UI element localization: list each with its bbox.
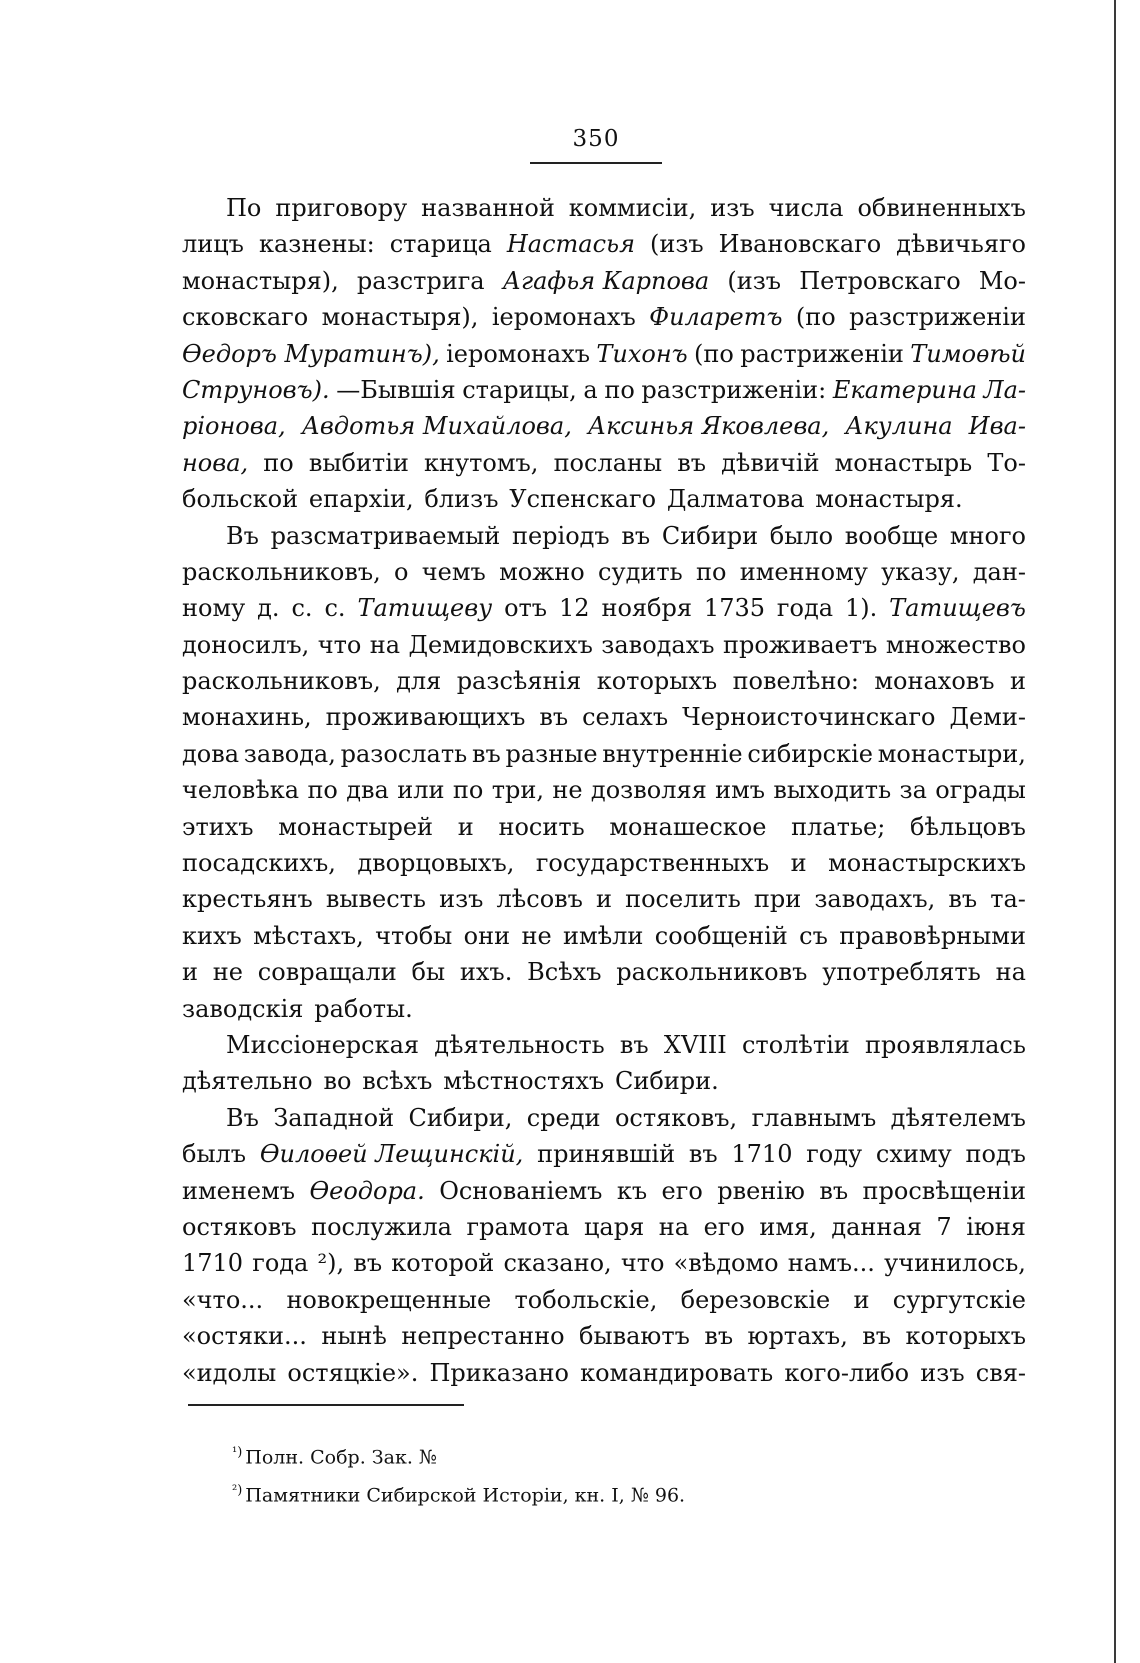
body-word: судить bbox=[598, 557, 683, 586]
body-word: дан- bbox=[972, 557, 1026, 586]
body-word: совращали bbox=[257, 958, 397, 987]
body-word: монастыря), bbox=[182, 266, 339, 295]
body-word: дѣятельно bbox=[182, 1067, 313, 1096]
body-word: что bbox=[620, 1249, 665, 1278]
body-word: 1710 bbox=[182, 1249, 244, 1278]
body-word: въ bbox=[819, 1176, 849, 1205]
body-word: разстриженіи bbox=[849, 303, 1026, 332]
body-word: заводахъ bbox=[601, 630, 715, 659]
text-line bbox=[182, 1136, 1026, 1172]
body-word: много bbox=[949, 521, 1026, 550]
body-word: рвенію bbox=[717, 1176, 805, 1205]
body-word: году bbox=[806, 1140, 863, 1169]
body-word: монастырскихъ bbox=[828, 849, 1026, 878]
body-word: сургутскіе bbox=[892, 1285, 1026, 1314]
body-word: и bbox=[853, 1285, 870, 1314]
body-word: остяковъ, bbox=[614, 1103, 738, 1132]
body-word: дѣятельность bbox=[434, 1030, 605, 1059]
body-word: имъ bbox=[715, 776, 766, 805]
body-word: дѣятелемъ bbox=[890, 1103, 1026, 1132]
italic-name-text: Струновъ). bbox=[182, 375, 330, 404]
body-word: лицъ bbox=[182, 230, 244, 259]
body-word: посадскихъ, bbox=[182, 849, 336, 878]
body-word: То- bbox=[987, 448, 1026, 477]
body-word: въ bbox=[677, 448, 707, 477]
body-word: года bbox=[776, 594, 834, 623]
body-word: въ bbox=[539, 703, 569, 732]
body-word: Въ bbox=[226, 1103, 259, 1132]
body-word: а bbox=[583, 375, 598, 404]
body-text bbox=[182, 190, 1026, 1391]
text-line bbox=[182, 1027, 1026, 1063]
body-word: не bbox=[521, 921, 552, 950]
body-word: с. bbox=[291, 594, 313, 623]
body-word: с. bbox=[324, 594, 346, 623]
body-word: Далматова bbox=[666, 485, 805, 514]
body-word: дѣвичьяго bbox=[896, 230, 1026, 259]
text-line bbox=[182, 445, 1026, 481]
body-word: Деми- bbox=[949, 703, 1026, 732]
footnote-2-mark: ²) bbox=[232, 1483, 243, 1499]
italic-name-text: Татищевъ bbox=[889, 594, 1026, 623]
body-word: монастырей bbox=[278, 812, 434, 841]
body-word: лѣсовъ bbox=[496, 885, 583, 914]
text-line bbox=[182, 1282, 1026, 1318]
body-word: по bbox=[307, 776, 338, 805]
text-line bbox=[182, 1063, 1026, 1099]
body-word: Основаніемъ bbox=[439, 1176, 603, 1205]
body-word: приговору bbox=[275, 194, 408, 222]
body-word: именемъ bbox=[182, 1176, 296, 1205]
body-word: (изъ bbox=[649, 230, 704, 259]
body-word: ноября bbox=[601, 594, 692, 623]
body-word: выбитіи bbox=[308, 448, 409, 477]
body-word: по bbox=[452, 776, 484, 805]
text-line bbox=[182, 809, 1026, 845]
body-word: этихъ bbox=[182, 812, 254, 841]
body-word: заводскія bbox=[182, 994, 304, 1023]
body-word: По bbox=[226, 194, 262, 222]
body-word: государственныхъ bbox=[535, 849, 770, 878]
body-word: проживающихъ bbox=[325, 703, 526, 732]
body-word: крестьянъ bbox=[182, 885, 313, 914]
body-word: іюня bbox=[966, 1212, 1026, 1241]
body-word: д. bbox=[257, 594, 280, 623]
body-word: завода, bbox=[243, 739, 336, 768]
body-word: которой bbox=[391, 1249, 495, 1278]
italic-name-text: Татищеву bbox=[357, 594, 493, 623]
body-word: столѣтіи bbox=[741, 1030, 850, 1059]
body-word: 1). bbox=[844, 594, 878, 623]
body-word: всѣхъ bbox=[362, 1067, 433, 1096]
body-word: работы. bbox=[314, 994, 413, 1023]
body-word: посланы bbox=[553, 448, 663, 477]
body-word: раскольниковъ bbox=[616, 958, 808, 987]
text-line bbox=[182, 590, 1026, 626]
body-word: платье; bbox=[791, 812, 886, 841]
body-word: сказано, bbox=[503, 1249, 612, 1278]
body-word: сообщеній bbox=[654, 921, 788, 950]
body-word: по bbox=[263, 448, 294, 477]
body-word: Ивановскаго bbox=[718, 230, 882, 259]
body-word: учинилось, bbox=[884, 1249, 1026, 1278]
text-line bbox=[182, 481, 1026, 517]
body-word: заводахъ, bbox=[814, 885, 936, 914]
body-word: проживаетъ bbox=[722, 630, 878, 659]
italic-name-text: Ѳеодора. bbox=[309, 1176, 425, 1205]
body-word: о bbox=[394, 557, 409, 586]
body-word: и bbox=[596, 885, 613, 914]
body-word: въ bbox=[862, 1322, 892, 1351]
text-line bbox=[182, 1173, 1026, 1209]
body-word: былъ bbox=[182, 1140, 247, 1169]
body-word: бѣльцовъ bbox=[910, 812, 1026, 841]
body-word: та- bbox=[990, 885, 1026, 914]
body-word: отъ bbox=[504, 594, 548, 623]
body-word: правовѣрными bbox=[839, 921, 1026, 950]
body-word: года bbox=[252, 1249, 309, 1278]
footnote-1 bbox=[232, 1436, 992, 1474]
body-word: старицы, bbox=[462, 375, 577, 404]
text-line bbox=[182, 845, 1026, 881]
body-word: монаховъ bbox=[874, 667, 995, 696]
body-word: монахинь, bbox=[182, 703, 312, 732]
body-word: Мо- bbox=[978, 266, 1026, 295]
body-word: изъ bbox=[439, 885, 484, 914]
italic-name-text: Филаретъ bbox=[649, 303, 783, 332]
body-word: царя bbox=[583, 1212, 645, 1241]
body-word: іеромонахъ bbox=[446, 339, 591, 368]
body-word: его bbox=[703, 1212, 745, 1241]
body-word: монастыря), bbox=[321, 303, 479, 332]
body-word: Сибири. bbox=[615, 1067, 719, 1096]
text-line bbox=[182, 991, 1026, 1027]
body-word: больской bbox=[182, 485, 299, 514]
body-word: епархіи, bbox=[308, 485, 414, 514]
body-word: кнутомъ, bbox=[424, 448, 539, 477]
body-word: періодъ bbox=[511, 521, 610, 550]
body-word: имѣли bbox=[563, 921, 644, 950]
body-word: Успенскаго bbox=[509, 485, 657, 514]
body-word: было bbox=[769, 521, 834, 550]
footnote-2-text: Памятники Сибирской Исторіи, кн. I, № 96. bbox=[245, 1484, 686, 1507]
body-word: въ bbox=[704, 1322, 734, 1351]
body-word: человѣка bbox=[182, 776, 300, 805]
body-word: по bbox=[696, 557, 727, 586]
body-word: изъ bbox=[920, 1358, 965, 1387]
body-word: коммисіи, bbox=[568, 194, 697, 222]
body-word: нынѣ bbox=[321, 1322, 387, 1351]
body-word: монастырь bbox=[834, 448, 973, 477]
body-word: сковскаго bbox=[182, 303, 309, 332]
body-word: по bbox=[604, 375, 635, 404]
body-word: дозволяя bbox=[590, 776, 707, 805]
text-line bbox=[182, 263, 1026, 299]
text-line bbox=[182, 1355, 1026, 1391]
footnote-1-text: Полн. Собр. Зак. № bbox=[245, 1446, 437, 1469]
footnote-2 bbox=[232, 1474, 992, 1512]
italic-name-text: Өедоръ Муратинъ), bbox=[182, 339, 440, 368]
text-line bbox=[182, 699, 1026, 735]
body-word: среди bbox=[526, 1103, 601, 1132]
body-word: которыхъ bbox=[596, 667, 718, 696]
italic-name-text: Настасья bbox=[506, 230, 635, 259]
body-word: въ bbox=[621, 521, 651, 550]
page-number-rule bbox=[530, 162, 662, 164]
body-word: ному bbox=[182, 594, 246, 623]
text-line bbox=[182, 772, 1026, 808]
body-word: имя, bbox=[759, 1212, 817, 1241]
body-word: изъ bbox=[710, 194, 755, 222]
body-word: разсматриваемый bbox=[270, 521, 501, 550]
body-word: названной bbox=[421, 194, 555, 222]
text-line bbox=[182, 1245, 1026, 1281]
body-word: разослать bbox=[340, 739, 468, 768]
text-line bbox=[182, 1100, 1026, 1136]
body-word: разстриженіи: bbox=[641, 375, 827, 404]
body-word: 7 bbox=[936, 1212, 952, 1241]
text-line bbox=[182, 1318, 1026, 1354]
body-word: ихъ. bbox=[459, 958, 513, 987]
body-word: дова bbox=[182, 739, 240, 768]
body-word: (изъ bbox=[727, 266, 782, 295]
italic-name-text: Тимоѳѣй bbox=[910, 339, 1026, 368]
body-word: именному bbox=[739, 557, 868, 586]
body-word: вообще bbox=[844, 521, 939, 550]
body-word: мѣстностяхъ bbox=[443, 1067, 605, 1096]
body-word: Сибири bbox=[661, 521, 759, 550]
text-line bbox=[182, 554, 1026, 590]
body-word: кихъ bbox=[182, 921, 242, 950]
body-word: казнены: bbox=[258, 230, 375, 259]
body-word: 1735 bbox=[703, 594, 765, 623]
text-line bbox=[182, 518, 1026, 554]
body-word: на bbox=[658, 1212, 690, 1241]
body-word: что bbox=[317, 630, 362, 659]
body-word: разные bbox=[505, 739, 598, 768]
body-word: XVIII bbox=[663, 1030, 727, 1059]
body-word: Сибири, bbox=[408, 1103, 513, 1132]
body-word: главнымъ bbox=[751, 1103, 877, 1132]
body-word: мѣстахъ, bbox=[253, 921, 364, 950]
italic-name-text: Екатерина bbox=[832, 375, 977, 404]
body-word: Всѣхъ bbox=[527, 958, 602, 987]
body-word: схиму bbox=[875, 1140, 952, 1169]
body-word: обвиненныхъ bbox=[857, 194, 1026, 222]
body-word: на bbox=[369, 630, 401, 659]
body-word: Петровскаго bbox=[799, 266, 961, 295]
body-word: старица bbox=[389, 230, 492, 259]
body-word: при bbox=[753, 885, 802, 914]
body-word: три, bbox=[491, 776, 544, 805]
body-word: и bbox=[790, 849, 807, 878]
text-line bbox=[182, 1209, 1026, 1245]
body-word: Въ bbox=[226, 521, 259, 550]
body-word: указу, bbox=[881, 557, 960, 586]
body-word: —Бывшія bbox=[336, 375, 456, 404]
body-word: вывесть bbox=[325, 885, 426, 914]
italic-name-text: Тихонъ bbox=[596, 339, 688, 368]
body-word: бы bbox=[411, 958, 446, 987]
text-line bbox=[182, 918, 1026, 954]
body-word: доносилъ, bbox=[182, 630, 310, 659]
body-word: два bbox=[346, 776, 389, 805]
body-word: остяцкіе». bbox=[287, 1358, 419, 1387]
text-line bbox=[182, 627, 1026, 663]
text-line bbox=[182, 372, 1026, 408]
body-word: Западной bbox=[273, 1103, 395, 1132]
body-word: бываютъ bbox=[579, 1322, 690, 1351]
body-word: къ bbox=[616, 1176, 648, 1205]
body-word: повелѣно: bbox=[732, 667, 859, 696]
text-line bbox=[182, 408, 1026, 444]
body-word: въ bbox=[353, 1249, 383, 1278]
body-word: раскольниковъ, bbox=[182, 667, 381, 696]
italic-name-text: Агафья Карпова bbox=[502, 266, 710, 295]
body-word: въ bbox=[688, 1140, 718, 1169]
body-word: кого-либо bbox=[784, 1358, 910, 1387]
body-word: (по bbox=[795, 303, 836, 332]
body-word: (по bbox=[694, 339, 734, 368]
body-word: новокрещенные bbox=[286, 1285, 492, 1314]
body-word: разстрига bbox=[356, 266, 485, 295]
body-word: выходить bbox=[773, 776, 892, 805]
body-word: и bbox=[182, 958, 198, 987]
body-word: или bbox=[397, 776, 445, 805]
body-word: тобольскіе, bbox=[514, 1285, 658, 1314]
italic-name-text: Ла- bbox=[983, 375, 1026, 404]
body-word: въ bbox=[948, 885, 978, 914]
body-word: Миссіонерская bbox=[226, 1030, 420, 1059]
body-word: чтобы bbox=[375, 921, 453, 950]
body-word: числа bbox=[768, 194, 844, 222]
text-line bbox=[182, 663, 1026, 699]
body-word: Черноисточинскаго bbox=[682, 703, 936, 732]
page-edge-line bbox=[1114, 0, 1116, 1663]
body-word: близъ bbox=[424, 485, 499, 514]
body-word: монастыри, bbox=[877, 739, 1026, 768]
body-word: ²), bbox=[317, 1249, 345, 1278]
body-word: и bbox=[457, 812, 474, 841]
text-line bbox=[182, 336, 1026, 372]
body-word: за bbox=[899, 776, 927, 805]
body-word: березовскіе bbox=[680, 1285, 831, 1314]
body-word: на bbox=[995, 958, 1026, 987]
italic-name-text: Аксинья Яковлева, bbox=[587, 412, 830, 441]
body-word: непрестанно bbox=[401, 1322, 565, 1351]
body-word: проявлялась bbox=[865, 1030, 1026, 1059]
body-word: не bbox=[212, 958, 243, 987]
text-line bbox=[182, 299, 1026, 335]
body-word: употреблять bbox=[822, 958, 981, 987]
body-word: его bbox=[661, 1176, 703, 1205]
body-word: 12 bbox=[558, 594, 590, 623]
body-word: они bbox=[463, 921, 511, 950]
body-word: и bbox=[1009, 667, 1026, 696]
body-word: ограды bbox=[935, 776, 1026, 805]
body-word: можно bbox=[499, 557, 585, 586]
body-word: селахъ bbox=[582, 703, 669, 732]
body-word: намъ... bbox=[787, 1249, 875, 1278]
text-line bbox=[182, 226, 1026, 262]
body-word: юртахъ, bbox=[747, 1322, 848, 1351]
footnote-1-mark: ¹) bbox=[232, 1445, 243, 1460]
body-word: «остяки... bbox=[182, 1322, 307, 1351]
body-word: поселить bbox=[625, 885, 741, 914]
body-word: разсѣянія bbox=[456, 667, 582, 696]
body-word: растриженіи bbox=[740, 339, 904, 368]
body-word: множество bbox=[885, 630, 1026, 659]
body-word: «идолы bbox=[182, 1358, 277, 1387]
body-word: принявшій bbox=[537, 1140, 676, 1169]
text-line bbox=[182, 190, 1026, 226]
italic-name-text: Акулина bbox=[845, 412, 953, 441]
text-line bbox=[182, 954, 1026, 990]
page-number: 350 bbox=[572, 126, 620, 152]
body-word: въ bbox=[471, 739, 501, 768]
body-word: чемъ bbox=[421, 557, 486, 586]
italic-name-text: Ива- bbox=[968, 412, 1026, 441]
body-word: дѣвичій bbox=[721, 448, 820, 477]
text-line bbox=[182, 881, 1026, 917]
body-word: данная bbox=[831, 1212, 922, 1241]
footnotes bbox=[232, 1436, 992, 1513]
body-word: «что... bbox=[182, 1285, 264, 1314]
body-word: для bbox=[396, 667, 442, 696]
body-word: въ bbox=[619, 1030, 649, 1059]
body-word: послужила bbox=[311, 1212, 452, 1241]
body-word: Демидовскихъ bbox=[408, 630, 593, 659]
body-word: Приказано bbox=[429, 1358, 569, 1387]
footnote-rule bbox=[188, 1404, 464, 1406]
body-word: остяковъ bbox=[182, 1212, 297, 1241]
body-word: съ bbox=[799, 921, 828, 950]
body-word: 1710 bbox=[731, 1140, 793, 1169]
body-word: монастыря. bbox=[815, 485, 963, 514]
italic-name-text: Ѳилоѳей Лещинскій, bbox=[259, 1140, 524, 1169]
body-word: подъ bbox=[965, 1140, 1026, 1169]
body-word: свя- bbox=[975, 1358, 1026, 1387]
italic-name-text: Авдотья Михайлова, bbox=[301, 412, 572, 441]
body-word: просвѣщеніи bbox=[862, 1176, 1026, 1205]
text-line bbox=[182, 736, 1026, 772]
body-word: не bbox=[552, 776, 583, 805]
italic-name-text: ріонова, bbox=[182, 412, 286, 441]
body-word: «вѣдомо bbox=[673, 1249, 779, 1278]
italic-name-text: нова, bbox=[182, 448, 249, 477]
body-word: которыхъ bbox=[905, 1322, 1026, 1351]
body-word: іеромонахъ bbox=[491, 303, 636, 332]
body-word: во bbox=[323, 1067, 352, 1096]
body-word: дворцовыхъ, bbox=[357, 849, 515, 878]
body-word: командировать bbox=[580, 1358, 774, 1387]
body-word: грамота bbox=[466, 1212, 570, 1241]
body-word: носить bbox=[498, 812, 585, 841]
body-word: сибирскіе bbox=[747, 739, 873, 768]
body-word: внутренніе bbox=[602, 739, 743, 768]
body-word: раскольниковъ, bbox=[182, 557, 381, 586]
body-word: монашеское bbox=[609, 812, 767, 841]
